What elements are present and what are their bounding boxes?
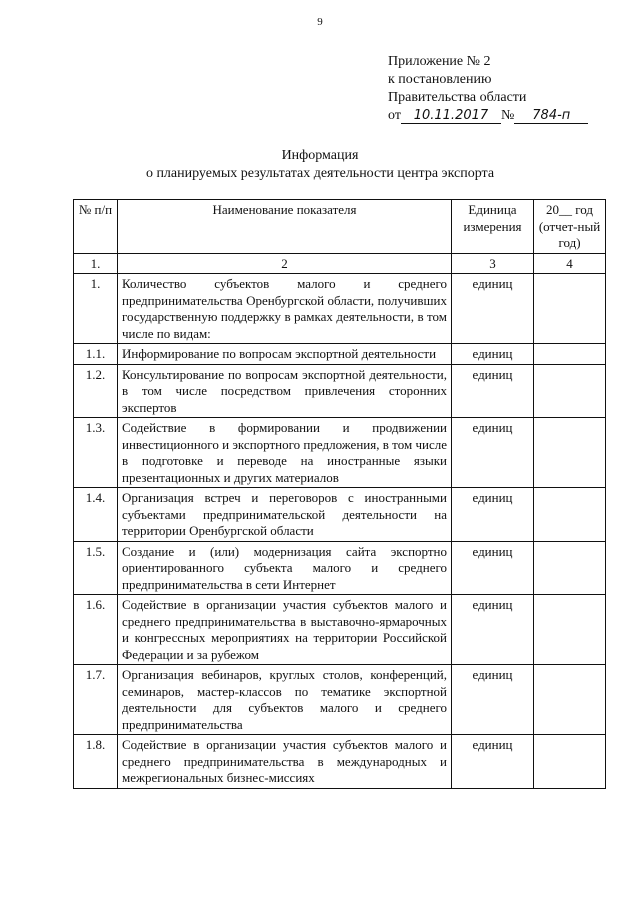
value-cell	[534, 665, 606, 735]
handwritten-date: 10.11.2017	[401, 108, 501, 124]
date-prefix: от	[388, 108, 401, 123]
table-row	[74, 665, 606, 735]
indicator-name: Организация встреч и переговоров с иностранными субъектами предпринимательской деятельности на территории Оренбургской области	[118, 488, 452, 542]
indicator-name: Содействие в организации участия субъектов малого и среднего предпринимательства в международных и межрегиональных бизнес-миссиях	[118, 735, 452, 789]
header-unit: Единица измерения	[452, 200, 534, 254]
unit-cell: единиц	[452, 274, 534, 344]
appendix-government-line: Правительства области	[388, 90, 527, 105]
unit-cell: единиц	[452, 418, 534, 488]
indicator-name: Содействие в формировании и продвижении инвестиционного и экспортного предложения, в том числе в подготовке и переводе на иностранные языки презентационных и других материалов	[118, 418, 452, 488]
row-number: 1.7.	[74, 665, 118, 735]
unit-cell: единиц	[452, 364, 534, 418]
appendix-resolution-line: к постановлению	[388, 72, 492, 87]
header-year: 20__ год (отчет-ный год)	[534, 200, 606, 254]
title-line-2: о планируемых результатах деятельности центра экспорта	[145, 166, 495, 181]
indicator-name: Количество субъектов малого и среднего предпринимательства Оренбургской области, получивших государственную поддержку в рамках деятельности, в том числе по видам:	[118, 274, 452, 344]
table-header-row	[74, 200, 606, 254]
indicator-name: Организация вебинаров, круглых столов, конференций, семинаров, мастер-классов по тематике экспортной деятельности для субъектов малого и среднего предпринимательства	[118, 665, 452, 735]
row-number: 1.5.	[74, 541, 118, 595]
row-number: 1.2.	[74, 364, 118, 418]
page-number: 9	[317, 16, 323, 28]
unit-cell: единиц	[452, 344, 534, 365]
indicator-name: Содействие в организации участия субъектов малого и среднего предпринимательства в выставочно-ярмарочных и конгрессных мероприятиях на территории Российской Федерации и за рубежом	[118, 595, 452, 665]
unit-cell: единиц	[452, 488, 534, 542]
indicators-table	[73, 199, 606, 789]
value-cell	[534, 541, 606, 595]
number-sign: №	[500, 108, 515, 123]
row-number: 1.3.	[74, 418, 118, 488]
unit-cell: единиц	[452, 595, 534, 665]
value-cell	[534, 488, 606, 542]
column-index: 1.	[74, 253, 118, 274]
header-name: Наименование показателя	[118, 200, 452, 254]
unit-cell: единиц	[452, 735, 534, 789]
header-num: № п/п	[74, 200, 118, 254]
table-row	[74, 541, 606, 595]
unit-cell: единиц	[452, 541, 534, 595]
column-index: 4	[534, 253, 606, 274]
indicator-name: Информирование по вопросам экспортной деятельности	[118, 344, 452, 365]
row-number: 1.8.	[74, 735, 118, 789]
table-row	[74, 735, 606, 789]
handwritten-number: 784-п	[514, 108, 588, 124]
column-index: 2	[118, 253, 452, 274]
indicator-name: Создание и (или) модернизация сайта экспортно ориентированного субъекта малого и среднего предпринимательства в сети Интернет	[118, 541, 452, 595]
table-row	[74, 488, 606, 542]
title-line-1: Информация	[281, 148, 359, 163]
row-number: 1.	[74, 274, 118, 344]
value-cell	[534, 418, 606, 488]
table-row	[74, 364, 606, 418]
column-index: 3	[452, 253, 534, 274]
table-row	[74, 418, 606, 488]
column-index-row	[74, 253, 606, 274]
value-cell	[534, 274, 606, 344]
row-number: 1.1.	[74, 344, 118, 365]
value-cell	[534, 595, 606, 665]
row-number: 1.6.	[74, 595, 118, 665]
unit-cell: единиц	[452, 665, 534, 735]
appendix-block	[388, 53, 588, 125]
table-row	[74, 344, 606, 365]
row-number: 1.4.	[74, 488, 118, 542]
table-row	[74, 595, 606, 665]
document-title	[0, 147, 640, 183]
indicator-name: Консультирование по вопросам экспортной деятельности, в том числе посредством привлечения сторонних экспертов	[118, 364, 452, 418]
appendix-title: Приложение № 2	[388, 54, 491, 69]
value-cell	[534, 735, 606, 789]
appendix-date-line	[388, 107, 588, 125]
value-cell	[534, 344, 606, 365]
table-row	[74, 274, 606, 344]
value-cell	[534, 364, 606, 418]
